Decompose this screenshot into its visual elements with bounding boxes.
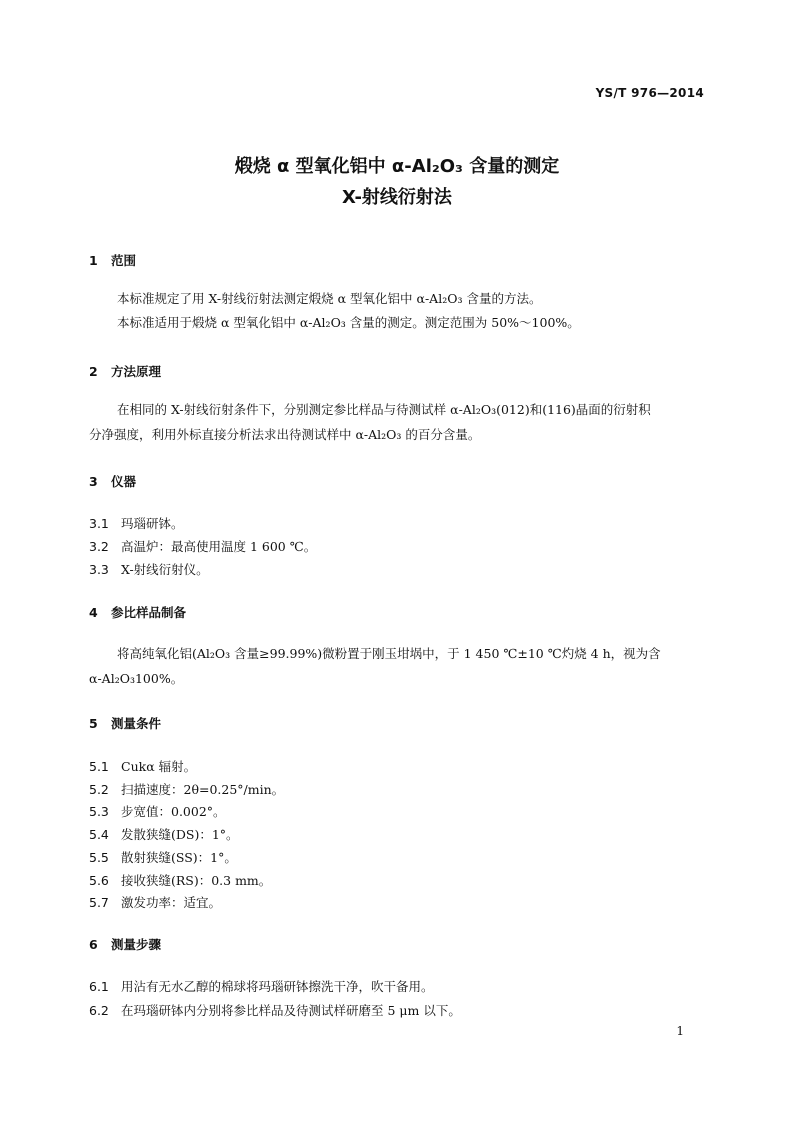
section-heading-principle <box>89 362 161 380</box>
section-title: 测量步骤 <box>111 937 162 952</box>
list-item <box>89 848 237 866</box>
section-heading-reference-sample <box>89 603 186 621</box>
item-text: 用沾有无水乙醇的棉球将玛瑙研钵擦洗干净，吹干备用。 <box>121 979 434 994</box>
item-number: 5.6 <box>89 873 109 888</box>
section-heading-scope <box>89 251 136 269</box>
list-item <box>89 1001 461 1019</box>
item-text: 激发功率：适宜。 <box>121 895 222 910</box>
section-title: 方法原理 <box>111 364 162 379</box>
section-heading-conditions <box>89 714 161 732</box>
document-title: 煅烧 α 型氧化铝中 α-Al₂O₃ 含量的测定 <box>234 156 560 177</box>
scope-paragraph-2: 本标准适用于煅烧 α 型氧化铝中 α-Al₂O₃ 含量的测定。测定范围为 50%～100%。 <box>117 315 580 330</box>
list-item <box>89 977 434 995</box>
section-number: 2 <box>89 364 98 379</box>
reference-paragraph-line-2: α-Al₂O₃100%。 <box>89 671 184 686</box>
item-number: 5.5 <box>89 850 109 865</box>
principle-paragraph-line-2: 分净强度，利用外标直接分析法求出待测试样中 α-Al₂O₃ 的百分含量。 <box>89 427 481 442</box>
section-title: 范围 <box>111 253 137 268</box>
item-text: Cukα 辐射。 <box>121 759 197 774</box>
item-number: 3.3 <box>89 562 109 577</box>
item-text: 接收狭缝(RS)：0.3 mm。 <box>121 873 272 888</box>
list-item <box>89 537 316 555</box>
item-number: 5.2 <box>89 782 109 797</box>
list-item <box>89 802 226 820</box>
section-heading-instruments <box>89 472 136 490</box>
item-number: 6.2 <box>89 1003 109 1018</box>
section-number: 6 <box>89 937 98 952</box>
section-number: 4 <box>89 605 98 620</box>
document-code: YS/T 976—2014 <box>595 86 704 100</box>
section-title: 测量条件 <box>111 716 162 731</box>
item-text: 在玛瑙研钵内分别将参比样品及待测试样研磨至 5 μm 以下。 <box>121 1003 461 1018</box>
list-item <box>89 757 196 775</box>
item-number: 5.7 <box>89 895 109 910</box>
item-number: 5.1 <box>89 759 109 774</box>
item-number: 3.1 <box>89 516 109 531</box>
item-number: 5.3 <box>89 804 109 819</box>
list-item <box>89 514 184 532</box>
item-text: X-射线衍射仪。 <box>121 562 209 577</box>
item-number: 3.2 <box>89 539 109 554</box>
section-number: 3 <box>89 474 98 489</box>
section-heading-procedure <box>89 935 161 953</box>
list-item <box>89 780 284 798</box>
section-number: 5 <box>89 716 98 731</box>
item-text: 发散狭缝(DS)：1°。 <box>121 827 239 842</box>
section-number: 1 <box>89 253 98 268</box>
item-text: 玛瑙研钵。 <box>121 516 184 531</box>
section-title: 参比样品制备 <box>111 605 187 620</box>
list-item <box>89 893 221 911</box>
item-text: 高温炉：最高使用温度 1 600 ℃。 <box>121 539 317 554</box>
item-text: 散射狭缝(SS)：1°。 <box>121 850 237 865</box>
list-item <box>89 825 239 843</box>
item-text: 扫描速度：2θ=0.25°/min。 <box>121 782 285 797</box>
item-text: 步宽值：0.002°。 <box>121 804 226 819</box>
scope-paragraph-1: 本标准规定了用 X-射线衍射法测定煅烧 α 型氧化铝中 α-Al₂O₃ 含量的方法。 <box>117 291 542 306</box>
reference-paragraph-line-1: 将高纯氧化铝(Al₂O₃ 含量≥99.99%)微粉置于刚玉坩埚中，于 1 450 ℃±10 ℃灼烧 4 h，视为含 <box>117 646 661 661</box>
page-number: 1 <box>676 1024 684 1038</box>
item-number: 6.1 <box>89 979 109 994</box>
item-number: 5.4 <box>89 827 109 842</box>
list-item <box>89 560 209 578</box>
principle-paragraph-line-1: 在相同的 X-射线衍射条件下，分别测定参比样品与待测试样 α-Al₂O₃(012)和(116)晶面的衍射积 <box>117 402 651 417</box>
document-subtitle: X-射线衍射法 <box>342 187 452 208</box>
list-item <box>89 871 271 889</box>
section-title: 仪器 <box>111 474 137 489</box>
